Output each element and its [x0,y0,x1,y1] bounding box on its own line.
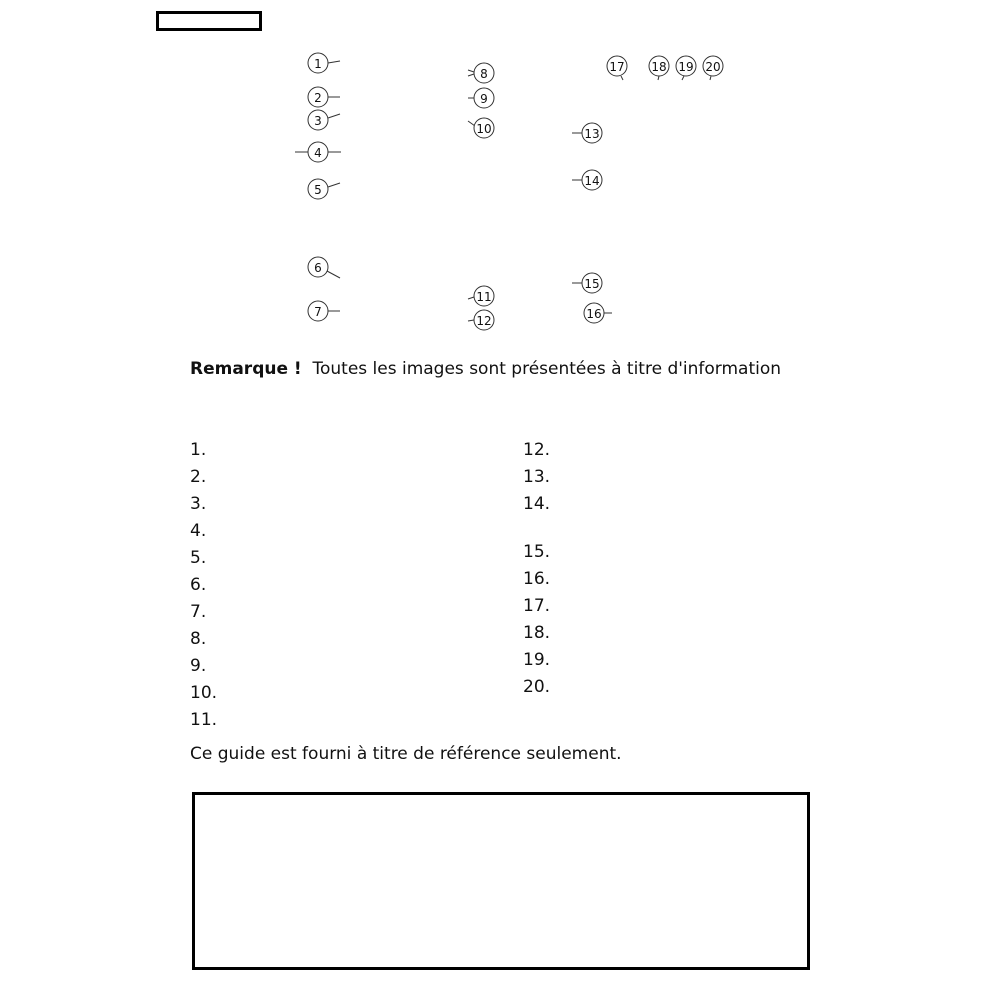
callout-10 [468,118,494,138]
callout-leader-line [328,61,340,63]
callout-number: 13 [584,127,600,141]
list-item: 5. [190,548,207,568]
list-item: 3. [190,494,207,514]
callout-16 [584,303,612,323]
callout-leader-line [468,297,474,299]
callout-19 [676,56,696,80]
list-item: 15. [523,542,551,562]
callout-leader-line [710,76,711,80]
callout-leader-line [468,74,474,76]
callout-2 [308,87,340,107]
list-item: 19. [523,650,551,670]
callout-number: 8 [480,67,488,81]
list-item: 20. [523,677,551,697]
list-item: 10. [190,683,218,703]
callout-15 [572,273,602,293]
list-item: 18. [523,623,551,643]
list-item: 8. [190,629,207,649]
callout-leader-line [468,70,474,72]
callout-number: 19 [678,60,694,74]
callout-number: 20 [705,60,721,74]
callout-3 [308,110,340,130]
callout-18 [649,56,669,80]
footer-note: Ce guide est fourni à titre de référence seulement. [190,744,622,764]
callout-leader-line [621,76,623,80]
callout-number: 2 [314,91,322,105]
callout-number: 17 [609,60,625,74]
callout-number: 1 [314,57,322,71]
callout-leader-line [682,76,684,80]
callout-number: 10 [476,122,492,136]
list-item: 6. [190,575,207,595]
list-item: 13. [523,467,551,487]
callout-number: 15 [584,277,600,291]
callout-number: 16 [586,307,602,321]
callout-number: 11 [476,290,492,304]
callout-11 [468,286,494,306]
callout-number: 3 [314,114,322,128]
callout-number: 18 [651,60,667,74]
note-line [190,358,781,380]
callout-leader-line [658,76,659,80]
note-label: Remarque ! [190,359,302,379]
callout-number: 14 [584,174,600,188]
callout-13 [572,123,602,143]
callout-leader-line [328,114,340,118]
list-item: 11. [190,710,218,730]
callout-9 [468,88,494,108]
callout-4 [295,142,341,162]
callout-leader-line [328,183,340,187]
callout-leader-line [327,271,340,278]
callout-number: 9 [480,92,488,106]
list-item: 1. [190,440,207,460]
list-item: 9. [190,656,207,676]
callout-number: 5 [314,183,322,197]
list-item: 2. [190,467,207,487]
callout-14 [572,170,602,190]
callout-8 [468,63,494,83]
callout-20 [703,56,723,80]
list-item: 12. [523,440,551,460]
list-item: 7. [190,602,207,622]
parts-diagram [0,0,1000,340]
list-item: 14. [523,494,551,514]
callout-6 [308,257,340,278]
list-item: 4. [190,521,207,541]
callout-number: 7 [314,305,322,319]
callout-leader-line [468,320,474,321]
callout-number: 12 [476,314,492,328]
callout-12 [468,310,494,330]
callout-number: 4 [314,146,322,160]
list-item: 16. [523,569,551,589]
bottom-box [192,792,810,970]
callout-5 [308,179,340,199]
callout-1 [308,53,340,73]
callout-7 [308,301,340,321]
callout-number: 6 [314,261,322,275]
list-item: 17. [523,596,551,616]
callout-17 [607,56,627,80]
note-text: Toutes les images sont présentées à titre d'information [312,359,782,379]
